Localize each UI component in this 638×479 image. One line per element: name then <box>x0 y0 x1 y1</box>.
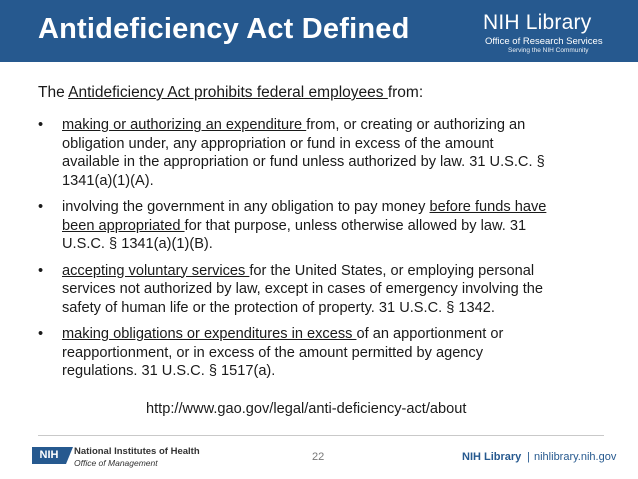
list-item <box>38 116 608 190</box>
source-url[interactable]: http://www.gao.gov/legal/anti-deficiency-act/about <box>146 401 467 417</box>
bullet-marker: • <box>38 117 44 133</box>
footer-url[interactable]: nihlibrary.nih.gov <box>534 451 617 463</box>
intro-suffix: from: <box>387 84 424 101</box>
org-name: National Institutes of Health <box>74 446 200 457</box>
footer-separator: | <box>527 451 530 463</box>
bullet-underlined-text: accepting voluntary services <box>62 262 250 279</box>
bullet-text: 1341(a)(1)(A). <box>62 172 154 189</box>
slide-header <box>0 0 638 62</box>
intro-prefix: The <box>38 84 69 101</box>
bullet-text: reapportionment, or in excess of the amount permitted by agency <box>62 344 484 361</box>
footer-divider <box>38 435 604 436</box>
prohibitions-list <box>38 116 608 381</box>
intro-underlined: Antideficiency Act prohibits federal employees <box>68 84 388 101</box>
bullet-text: for that purpose, unless otherwise allowed by law. 31 <box>184 217 527 234</box>
bullet-text: safety of human life or the protection of property. 31 U.S.C. § 1342. <box>62 299 495 316</box>
page-number: 22 <box>312 451 325 463</box>
intro-sentence <box>38 83 423 103</box>
bullet-text: available in the appropriation or fund unless authorized by law. 31 U.S.C. § <box>62 154 545 170</box>
bullet-text: from, or creating or authorizing an <box>306 117 526 133</box>
bullet-marker: • <box>38 326 44 342</box>
bullet-text: obligation under, any appropriation or fund in excess of the amount <box>62 135 494 152</box>
bullet-underlined-text: been appropriated <box>62 217 185 234</box>
bullet-underlined-text: making or authorizing an expenditure <box>62 117 307 133</box>
org-subtitle: Office of Management <box>74 458 158 468</box>
bullet-marker: • <box>38 199 44 215</box>
list-item <box>38 262 608 318</box>
nih-library-logo: NIH Library <box>483 11 592 34</box>
logo-tagline: Serving the NIH Community <box>508 47 589 54</box>
list-item <box>38 325 608 381</box>
list-item <box>38 198 608 254</box>
logo-subtitle: Office of Research Services <box>485 36 603 47</box>
bullet-underlined-text: making obligations or expenditures in excess <box>62 326 357 342</box>
bullet-marker: • <box>38 262 44 279</box>
nih-badge-logo: NIH <box>32 447 66 464</box>
bullet-text: regulations. 31 U.S.C. § 1517(a). <box>62 363 276 379</box>
bullet-text: involving the government in any obligation to pay money <box>62 199 430 215</box>
bullet-text: of an apportionment or <box>356 326 504 342</box>
bullet-text: U.S.C. § 1341(a)(1)(B). <box>62 236 213 252</box>
bullet-text: for the United States, or employing personal <box>249 262 535 279</box>
slide-title: Antideficiency Act Defined <box>38 13 410 45</box>
bullet-underlined-text: before funds have <box>429 199 547 215</box>
bullet-text: services not authorized by law, except in cases of emergency involving the <box>62 281 544 297</box>
footer-brand: NIH Library <box>462 451 522 463</box>
